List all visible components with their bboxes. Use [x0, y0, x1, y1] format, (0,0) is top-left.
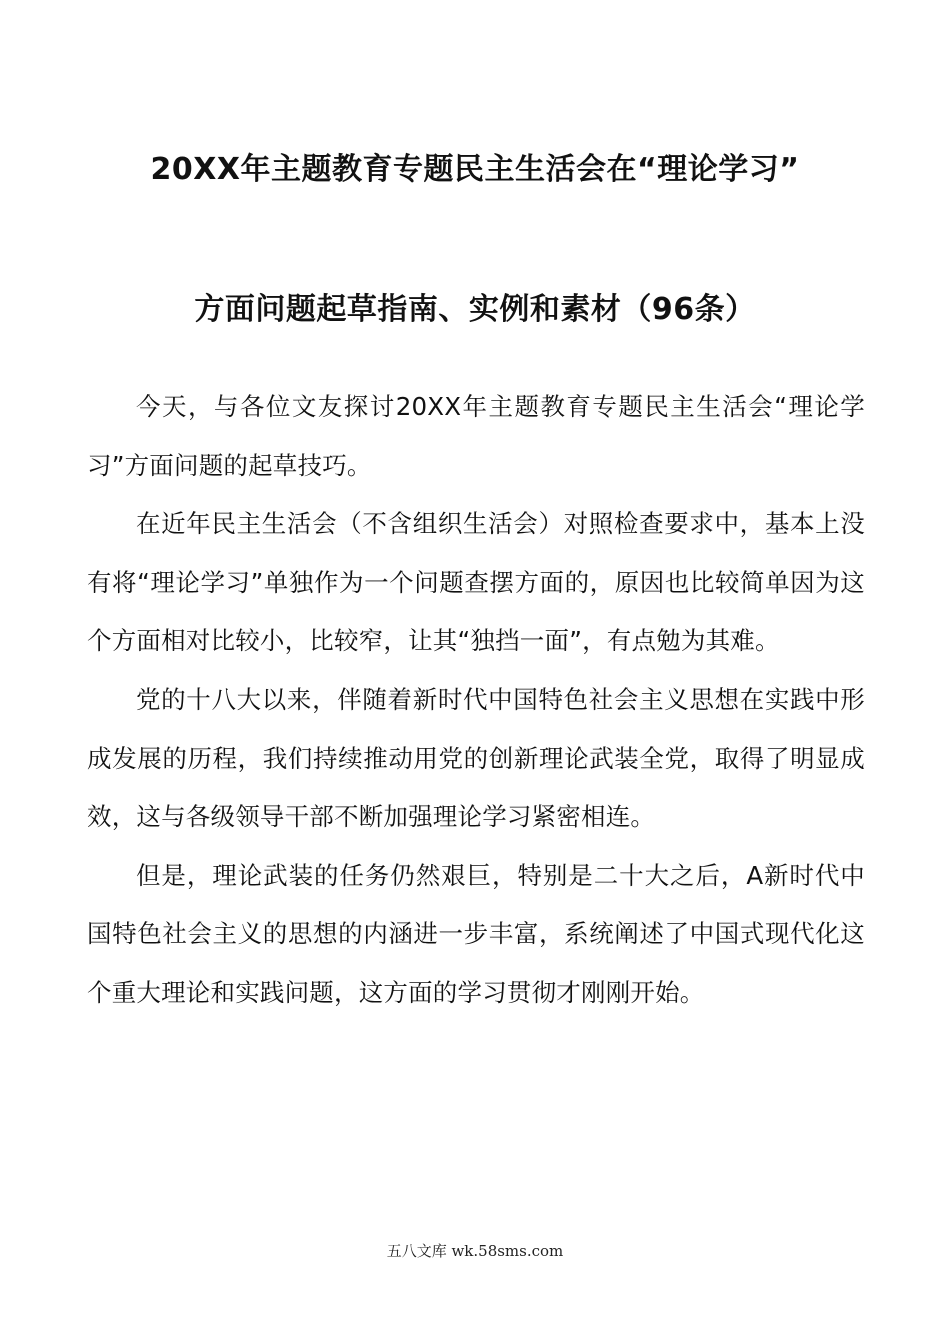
paragraph-challenges: 但是，理论武装的任务仍然艰巨，特别是二十大之后，A新时代中国特色社会主义的思想的内涵进一步丰富，系统阐述了中国式现代化这个重大理论和实践问题，这方面的学习贯彻才刚刚开始。	[87, 860, 865, 1007]
document-title-line-1: 20XX年主题教育专题民主生活会在“理论学习”	[150, 152, 800, 187]
page-footer-watermark: 五八文库 wk.58sms.com	[386, 1242, 564, 1260]
document-title-line-2: 方面问题起草指南、实例和素材（96条）	[194, 292, 756, 327]
paragraph-intro: 今天，与各位文友探讨20XX年主题教育专题民主生活会“理论学习”方面问题的起草技巧。	[87, 392, 865, 480]
paragraph-achievements: 党的十八大以来，伴随着新时代中国特色社会主义思想在实践中形成发展的历程，我们持续推动用党的创新理论武装全党，取得了明显成效，这与各级领导干部不断加强理论学习紧密相连。	[87, 684, 865, 832]
document-body	[87, 378, 865, 1023]
paragraph-background: 在近年民主生活会（不含组织生活会）对照检查要求中，基本上没有将“理论学习”单独作为一个问题查摆方面的，原因也比较简单因为这个方面相对比较小，比较窄，让其“独挡一面”，有点勉为其难。	[87, 509, 865, 656]
